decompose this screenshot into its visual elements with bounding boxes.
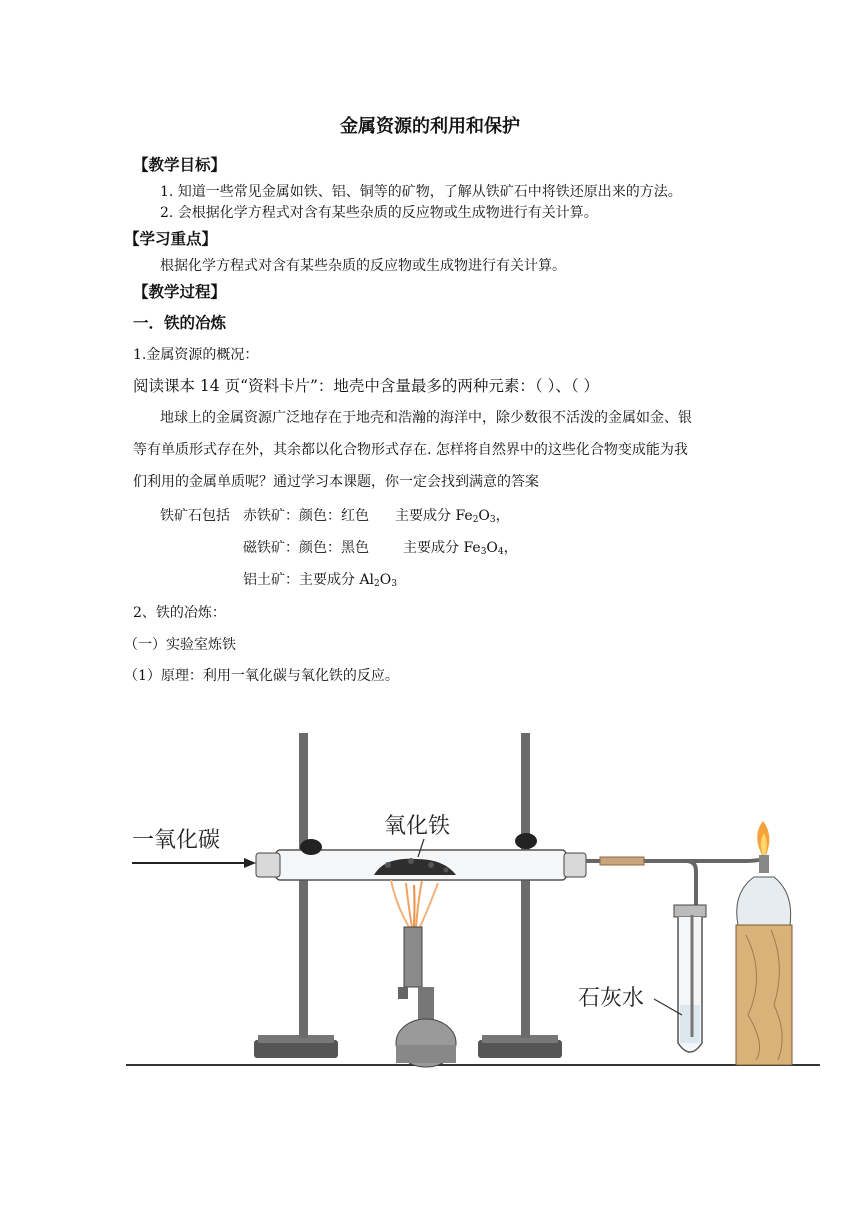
blast-burner [396, 927, 456, 1067]
paragraph-line-1: 地球上的金属资源广泛地存在于地壳和浩瀚的海洋中，除少数很不活泼的金属如金、银 [160, 410, 692, 426]
goal-item-2: 2. 会根据化学方程式对含有某些杂质的反应物或生成物进行有关计算。 [160, 205, 598, 221]
overview-heading: 1.金属资源的概况： [133, 347, 259, 363]
iron-smelting-apparatus-figure [126, 715, 820, 1075]
ores-intro: 铁矿石包括 [160, 508, 230, 524]
alcohol-lamp [737, 821, 791, 925]
left-iron-stand [254, 733, 338, 1058]
clamp-left [300, 839, 322, 855]
page-title: 金属资源的利用和保护 [340, 116, 520, 137]
section-heading-iron-smelting: 一．铁的冶炼 [133, 314, 227, 332]
burner-flame [391, 880, 438, 927]
goal-item-1: 1. 知道一些常见金属如铁、铝、铜等的矿物，了解从铁矿石中将铁还原出来的方法。 [160, 184, 682, 200]
process-heading: 【教学过程】 [133, 283, 227, 301]
goals-heading: 【教学目标】 [133, 156, 227, 174]
smelting-heading: 2、铁的冶炼： [133, 605, 226, 621]
ore-magnetite: 磁铁矿：颜色：黑色 主要成分 $Fe_3O_4$， [243, 540, 518, 557]
clamp-right [515, 833, 537, 849]
label-carbon-monoxide: 一氧化碳 [132, 828, 221, 853]
paragraph-line-2: 等有单质形式存在外，其余都以化合物形式存在. 怎样将自然界中的这些化合物变成能为我 [133, 442, 688, 458]
ore-hematite: 赤铁矿：颜色：红色 主要成分 $Fe_2O_3$， [243, 508, 510, 525]
paragraph-line-3: 们利用的金属单质呢？通过学习本课题，你一定会找到满意的答案 [133, 474, 539, 490]
limewater-test-tube [674, 905, 706, 1052]
right-iron-stand [478, 733, 562, 1058]
reading-question: 阅读课本 14 页“资料卡片”：地壳中含量最多的两种元素：（ ）、（ ） [133, 377, 600, 395]
lab-heading: （一）实验室炼铁 [124, 637, 236, 653]
ore-bauxite: 铝土矿：主要成分 $Al_2O_3$ [243, 572, 397, 589]
label-lime-water: 石灰水 [578, 986, 645, 1011]
principle-text: （1）原理：利用一氧化碳与氧化铁的反应。 [124, 668, 399, 684]
focus-text: 根据化学方程式对含有某些杂质的反应物或生成物进行有关计算。 [160, 258, 566, 274]
wooden-block [736, 925, 792, 1065]
focus-heading: 【学习重点】 [124, 230, 218, 248]
label-iron-oxide: 氧化铁 [384, 814, 451, 839]
